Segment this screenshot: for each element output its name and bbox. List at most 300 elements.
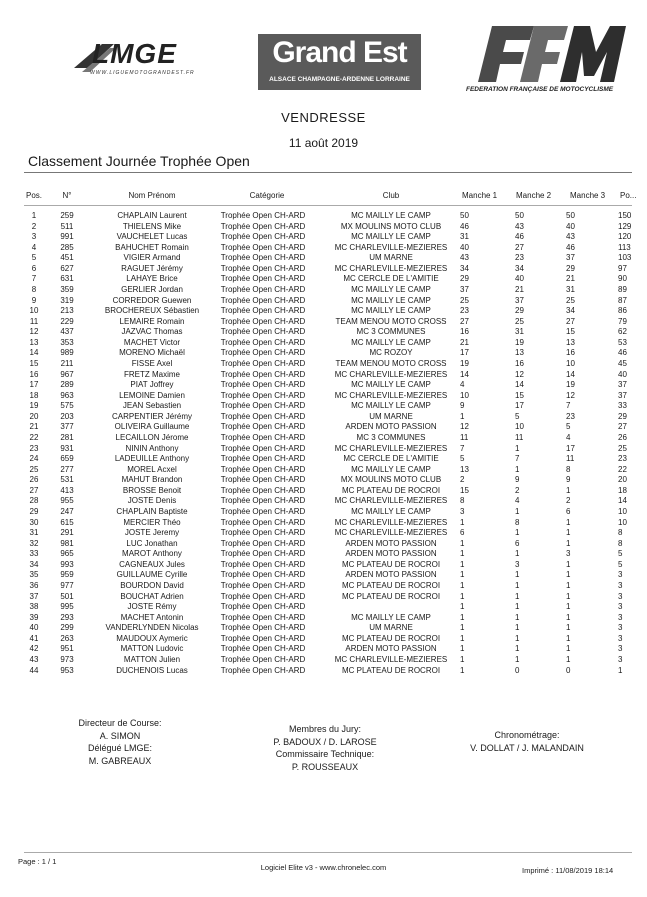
cell-pos: 14 [29,348,39,358]
cell-round-2: 46 [515,232,524,242]
cell-num: 359 [60,284,74,294]
cell-round-2: 1 [515,464,520,474]
cell-round-3: 1 [566,623,571,633]
cell-pos: 18 [29,390,39,400]
cell-round-3: 25 [566,295,575,305]
cell-club: ARDEN MOTO PASSION [345,549,437,559]
cell-round-2: 1 [515,602,520,612]
table-row [0,539,647,548]
cell-category: Trophée Open CH-ARD [220,538,306,548]
cell-round-3: 0 [566,665,571,675]
timing-label: Chronométrage: [494,730,560,740]
cell-points: 5 [618,549,623,559]
cell-round-2: 34 [515,263,524,273]
cell-round-2: 37 [515,295,524,305]
cell-round-1: 3 [460,506,465,516]
cell-num: 955 [60,496,74,506]
cell-points: 33 [618,401,627,411]
cell-round-2: 17 [515,401,524,411]
cell-pos: 3 [31,232,37,242]
cell-club: MC CHARLEVILLE-MEZIERES [334,443,448,453]
cell-name: GERLIER Jordan [121,284,183,294]
cell-round-1: 1 [460,559,465,569]
cell-round-2: 8 [515,517,520,527]
cell-round-2: 7 [515,454,520,464]
cell-category: Trophée Open CH-ARD [220,591,306,601]
table-row [0,327,647,336]
cell-name: FRETZ Maxime [124,369,180,379]
cell-name: BROCHEREUX Sébastien [104,306,200,316]
cell-name: LADEUILLE Anthony [114,454,190,464]
cell-points: 29 [618,411,627,421]
table-row [0,243,647,252]
cell-points: 62 [618,327,627,337]
cell-round-3: 43 [566,232,575,242]
cell-points: 27 [618,422,627,432]
cell-category: Trophée Open CH-ARD [220,337,306,347]
table-row [0,634,647,643]
cell-num: 627 [60,263,74,273]
cell-round-2: 27 [515,242,524,252]
header-divider [24,205,632,206]
cell-round-1: 43 [460,253,469,263]
cell-points: 10 [618,517,627,527]
cell-round-2: 1 [515,612,520,622]
cell-category: Trophée Open CH-ARD [220,390,306,400]
cell-round-1: 7 [460,443,465,453]
cell-club: MC PLATEAU DE ROCROI [341,559,441,569]
cell-round-2: 9 [515,475,520,485]
cell-club: MC MAILLY LE CAMP [351,464,431,474]
table-header [0,191,647,200]
cell-name: BAHUCHET Romain [115,242,189,252]
software-credit: Logiciel Elite v3 - www.chronelec.com [260,863,387,872]
cell-club: UM MARNE [369,253,413,263]
cell-pos: 44 [29,665,39,675]
cell-name: JAZVAC Thomas [121,327,183,337]
cell-num: 995 [60,602,74,612]
cell-round-1: 29 [460,274,469,284]
lmge-logo-subtitle: WWW.LIGUEMOTOGRANDEST.FR [90,70,195,76]
table-row [0,507,647,516]
cell-round-3: 1 [566,580,571,590]
cell-num: 991 [60,232,74,242]
cell-round-1: 1 [460,538,465,548]
table-row [0,465,647,474]
cell-round-1: 17 [460,348,469,358]
cell-round-3: 13 [566,337,575,347]
cell-category: Trophée Open CH-ARD [220,263,306,273]
cell-round-2: 2 [515,485,520,495]
cell-club: TEAM MENOU MOTO CROSS [335,316,447,326]
table-row [0,412,647,421]
cell-round-2: 1 [515,580,520,590]
cell-club: ARDEN MOTO PASSION [345,644,437,654]
cell-club: MC MAILLY LE CAMP [351,337,431,347]
cell-round-3: 1 [566,570,571,580]
cell-round-3: 17 [566,443,575,453]
cell-round-3: 46 [566,242,575,252]
cell-points: 3 [618,623,623,633]
cell-round-1: 19 [460,358,469,368]
event-date: 11 août 2019 [288,136,359,150]
cell-num: 965 [60,549,74,559]
cell-category: Trophée Open CH-ARD [220,232,306,242]
table-row [0,401,647,410]
cell-num: 299 [60,623,74,633]
header-club: Club [382,191,400,200]
cell-name: MAROT Anthony [122,549,182,559]
table-row [0,549,647,558]
cell-points: 113 [618,242,631,252]
cell-category: Trophée Open CH-ARD [220,549,306,559]
cell-category: Trophée Open CH-ARD [220,422,306,432]
cell-round-3: 31 [566,284,575,294]
cell-round-1: 1 [460,602,465,612]
cell-round-3: 1 [566,602,571,612]
grand-est-logo [258,34,421,90]
cell-round-1: 14 [460,369,469,379]
cell-round-2: 29 [515,306,524,316]
cell-club: MC MAILLY LE CAMP [351,380,431,390]
technical-commissioner-name: P. ROUSSEAUX [291,761,359,772]
cell-round-2: 15 [515,390,524,400]
cell-club: MC CERCLE DE L'AMITIE [343,454,439,464]
cell-club: MC CHARLEVILLE-MEZIERES [334,263,448,273]
cell-num: 285 [60,242,74,252]
table-row [0,232,647,241]
table-row [0,475,647,484]
cell-pos: 5 [31,253,37,263]
officials-left [40,717,200,767]
table-row [0,655,647,664]
cell-round-3: 10 [566,358,575,368]
cell-points: 90 [618,274,627,284]
cell-pos: 28 [29,496,39,506]
cell-category: Trophée Open CH-ARD [220,242,306,252]
cell-round-1: 13 [460,464,469,474]
officials-center [240,723,410,773]
cell-round-2: 1 [515,623,520,633]
cell-round-2: 4 [515,496,520,506]
cell-points: 79 [618,316,627,326]
cell-num: 451 [60,253,74,263]
table-row [0,338,647,347]
cell-name: MAUDOUX Aymeric [116,633,188,643]
title-divider [24,172,632,173]
table-row [0,222,647,231]
cell-round-2: 21 [515,284,524,294]
cell-club: TEAM MENOU MOTO CROSS [335,358,447,368]
cell-round-1: 27 [460,316,469,326]
cell-round-2: 19 [515,337,524,347]
cell-name: CHAPLAIN Baptiste [116,506,188,516]
cell-round-1: 1 [460,644,465,654]
cell-round-3: 1 [566,644,571,654]
cell-round-2: 1 [515,549,520,559]
ffm-logo-icon [468,22,628,84]
cell-name: CHAPLAIN Laurent [117,211,187,220]
cell-round-1: 1 [460,633,465,643]
lmge-delegate-label: Délégué LMGE: [87,743,153,753]
cell-num: 953 [60,665,74,675]
cell-points: 3 [618,602,623,612]
cell-pos: 15 [29,358,39,368]
cell-points: 46 [618,348,627,358]
cell-pos: 27 [29,485,39,495]
header-round-1: Manche 1 [462,191,498,200]
cell-name: LEMAIRE Romain [119,316,185,326]
cell-name: MACHET Victor [123,337,181,347]
header-pos: Pos. [25,191,42,200]
cell-club: ARDEN MOTO PASSION [345,538,437,548]
cell-round-1: 15 [460,485,469,495]
cell-round-3: 11 [566,454,575,464]
cell-pos: 12 [29,327,39,337]
timing-names: V. DOLLAT / J. MALANDAIN [470,742,584,753]
cell-num: 377 [60,422,74,432]
cell-name: DUCHENOIS Lucas [116,665,188,675]
cell-num: 353 [60,337,74,347]
jury-label: Membres du Jury: [288,724,362,734]
cell-category: Trophée Open CH-ARD [220,506,306,516]
cell-round-1: 23 [460,306,469,316]
cell-points: 1 [618,665,623,675]
table-row [0,274,647,283]
cell-points: 3 [618,654,623,664]
cell-round-2: 1 [515,654,520,664]
cell-category: Trophée Open CH-ARD [220,485,306,495]
cell-round-2: 1 [515,528,520,538]
cell-num: 659 [60,454,74,464]
cell-points: 53 [618,337,627,347]
cell-pos: 35 [29,570,39,580]
cell-round-3: 21 [566,274,575,284]
cell-points: 45 [618,358,627,368]
jury-names: P. BADOUX / D. LAROSE [273,736,377,747]
cell-name: VAUCHELET Lucas [116,232,188,242]
cell-name: MORENO Michaël [119,348,185,358]
cell-points: 20 [618,475,627,485]
cell-round-1: 6 [460,528,465,538]
cell-pos: 25 [29,464,39,474]
table-row [0,592,647,601]
header-category: Catégorie [249,191,285,200]
cell-round-3: 4 [566,432,571,442]
cell-round-1: 9 [460,401,465,411]
cell-num: 277 [60,464,74,474]
cell-round-2: 3 [515,559,520,569]
cell-num: 247 [60,506,74,516]
cell-category: Trophée Open CH-ARD [220,401,306,411]
cell-num: 413 [60,485,74,495]
cell-num: 281 [60,432,74,442]
cell-round-2: 25 [515,316,524,326]
cell-round-2: 0 [515,665,520,675]
cell-round-1: 1 [460,623,465,633]
cell-num: 959 [60,570,74,580]
cell-club: MC CHARLEVILLE-MEZIERES [334,369,448,379]
event-location: VENDRESSE [281,110,366,125]
cell-category: Trophée Open CH-ARD [220,454,306,464]
cell-pos: 1 [31,211,37,220]
cell-club: MC MAILLY LE CAMP [351,401,431,411]
table-row [0,348,647,357]
cell-club: MC MAILLY LE CAMP [351,284,431,294]
cell-pos: 38 [29,602,39,612]
cell-round-1: 1 [460,654,465,664]
cell-points: 22 [618,464,627,474]
cell-category: Trophée Open CH-ARD [220,284,306,294]
cell-pos: 34 [29,559,39,569]
cell-club: MC PLATEAU DE ROCROI [341,580,441,590]
cell-name: BROSSE Benoit [122,485,182,495]
cell-round-1: 1 [460,570,465,580]
cell-points: 37 [618,390,627,400]
cell-round-2: 40 [515,274,524,284]
cell-club: MC MAILLY LE CAMP [351,506,431,516]
cell-points: 8 [618,538,623,548]
cell-category: Trophée Open CH-ARD [220,443,306,453]
cell-club: MC MAILLY LE CAMP [351,295,431,305]
cell-category: Trophée Open CH-ARD [220,528,306,538]
cell-name: MATTON Ludovic [120,644,184,654]
cell-num: 615 [60,517,74,527]
cell-name: MERCIER Théo [123,517,181,527]
cell-category: Trophée Open CH-ARD [220,633,306,643]
lmge-delegate-name: M. GABREAUX [88,755,152,766]
cell-points: 3 [618,591,623,601]
cell-round-3: 8 [566,464,571,474]
table-row [0,560,647,569]
cell-points: 26 [618,432,627,442]
cell-pos: 10 [29,306,39,316]
cell-club: MC CHARLEVILLE-MEZIERES [334,242,448,252]
cell-round-3: 3 [566,549,571,559]
cell-round-3: 9 [566,475,571,485]
cell-name: BOURDON David [120,580,184,590]
cell-category: Trophée Open CH-ARD [220,211,306,220]
table-row [0,570,647,579]
cell-pos: 20 [29,411,39,421]
cell-category: Trophée Open CH-ARD [220,559,306,569]
cell-name: CORREDOR Guewen [112,295,192,305]
table-row [0,264,647,273]
cell-num: 951 [60,644,74,654]
cell-num: 213 [60,306,74,316]
table-row [0,359,647,368]
cell-num: 981 [60,538,74,548]
cell-num: 203 [60,411,74,421]
cell-pos: 9 [31,295,37,305]
cell-round-2: 5 [515,411,520,421]
table-row [0,391,647,400]
cell-round-3: 5 [566,422,571,432]
table-row [0,623,647,632]
cell-num: 263 [60,633,74,643]
cell-name: CARPENTIER Jérémy [111,411,192,421]
cell-pos: 31 [29,528,39,538]
cell-club: MC ROZOY [369,348,413,358]
grand-est-logo-subtitle: ALSACE CHAMPAGNE-ARDENNE LORRAINE [269,76,410,83]
cell-round-3: 1 [566,633,571,643]
cell-name: LAHAYE Brice [126,274,178,284]
cell-num: 501 [60,591,74,601]
cell-round-1: 1 [460,549,465,559]
cell-points: 87 [618,295,627,305]
cell-round-2: 1 [515,506,520,516]
cell-round-1: 1 [460,580,465,590]
cell-round-1: 25 [460,295,469,305]
cell-club: MC PLATEAU DE ROCROI [341,665,441,675]
cell-points: 37 [618,380,627,390]
cell-num: 993 [60,559,74,569]
cell-points: 8 [618,528,623,538]
table-row [0,496,647,505]
cell-name: GUILLAUME Cyrille [116,570,188,580]
cell-round-1: 1 [460,591,465,601]
cell-num: 259 [60,211,74,220]
cell-category: Trophée Open CH-ARD [220,475,306,485]
cell-pos: 30 [29,517,39,527]
cell-round-3: 7 [566,401,571,411]
cell-category: Trophée Open CH-ARD [220,348,306,358]
cell-pos: 21 [29,422,39,432]
cell-pos: 22 [29,432,39,442]
cell-round-1: 11 [460,432,469,442]
cell-points: 40 [618,369,627,379]
cell-round-2: 16 [515,358,524,368]
cell-round-2: 1 [515,570,520,580]
cell-round-3: 16 [566,348,575,358]
header-round-2: Manche 2 [516,191,552,200]
cell-round-3: 6 [566,506,571,516]
cell-category: Trophée Open CH-ARD [220,496,306,506]
cell-num: 631 [60,274,74,284]
cell-category: Trophée Open CH-ARD [220,316,306,326]
cell-round-3: 34 [566,306,575,316]
cell-round-1: 2 [460,475,465,485]
table-row [0,422,647,431]
cell-name: JOSTE Rémy [127,602,177,612]
cell-club: MX MOULINS MOTO CLUB [340,475,442,485]
cell-club: MC 3 COMMUNES [356,327,426,337]
header-num: N° [62,191,72,200]
cell-pos: 19 [29,401,39,411]
cell-num: 575 [60,401,74,411]
cell-points: 103 [618,253,632,263]
cell-pos: 41 [29,633,39,643]
cell-category: Trophée Open CH-ARD [220,369,306,379]
cell-round-1: 1 [460,612,465,622]
table-row [0,644,647,653]
table-row [0,306,647,315]
cell-round-3: 1 [566,654,571,664]
cell-round-3: 37 [566,253,575,263]
cell-round-3: 19 [566,380,575,390]
cell-category: Trophée Open CH-ARD [220,654,306,664]
table-row [0,666,647,675]
table-row [0,380,647,389]
cell-name: LUC Jonathan [126,538,178,548]
cell-club: MC PLATEAU DE ROCROI [341,633,441,643]
cell-pos: 40 [29,623,39,633]
cell-name: JOSTE Denis [127,496,177,506]
officials-right [452,729,602,754]
header-name: Nom Prénom [128,191,176,200]
cell-pos: 32 [29,538,39,548]
cell-points: 129 [618,221,632,231]
